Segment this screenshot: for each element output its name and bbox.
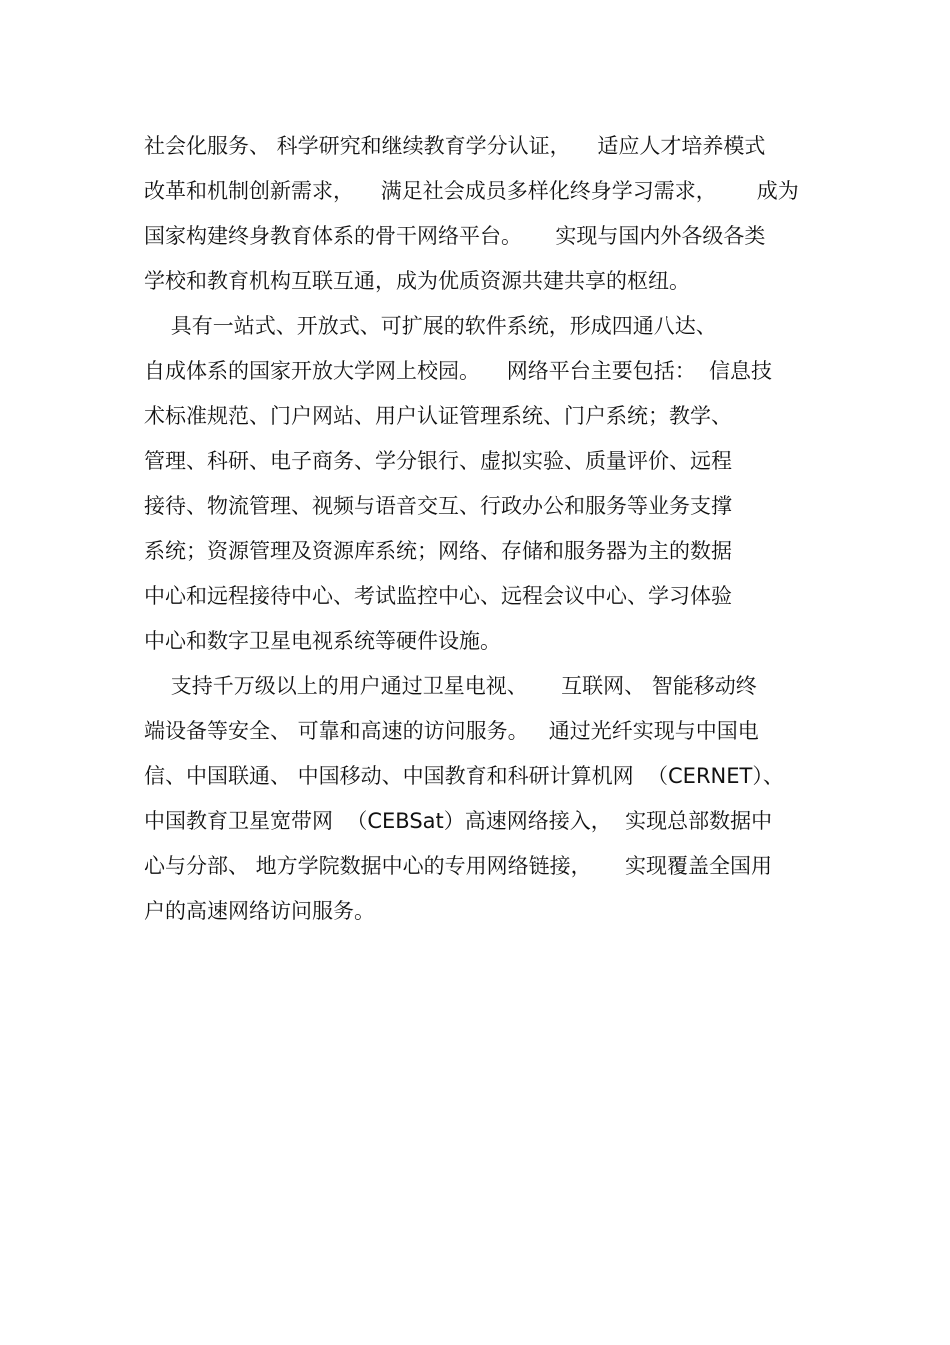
paragraph-2-line-3: 术标准规范、门户网站、用户认证管理系统、门户系统；教学、 — [144, 404, 732, 428]
paragraph-1-line-2: 改革和机制创新需求， 满足社会成员多样化终身学习需求， 成为 — [144, 179, 799, 203]
paragraph-2-line-7: 中心和远程接待中心、考试监控中心、远程会议中心、学习体验 — [144, 584, 732, 608]
paragraph-2-line-6: 系统；资源管理及资源库系统；网络、存储和服务器为主的数据 — [144, 539, 732, 563]
paragraph-1-line-4: 学校和教育机构互联互通，成为优质资源共建共享的枢纽。 — [144, 269, 690, 293]
paragraph-2-line-5: 接待、物流管理、视频与语音交互、行政办公和服务等业务支撑 — [144, 494, 732, 518]
paragraph-3-line-4: 中国教育卫星宽带网 （CEBSat）高速网络接入， 实现总部数据中 — [144, 809, 773, 833]
paragraph-3-line-5: 心与分部、 地方学院数据中心的专用网络链接， 实现覆盖全国用 — [144, 854, 773, 878]
paragraph-2-line-1: 具有一站式、开放式、可扩展的软件系统，形成四通八达、 — [144, 314, 717, 338]
paragraph-3-line-1: 支持千万级以上的用户通过卫星电视、 互联网、 智能移动终 — [144, 674, 757, 698]
paragraph-1-line-1: 社会化服务、 科学研究和继续教育学分认证， 适应人才培养模式 — [144, 134, 766, 158]
paragraph-2-line-2: 自成体系的国家开放大学网上校园。 网络平台主要包括： 信息技 — [144, 359, 773, 383]
paragraph-2-line-8: 中心和数字卫星电视系统等硬件设施。 — [144, 629, 501, 653]
paragraph-3-line-3: 信、中国联通、 中国移动、中国教育和科研计算机网 （CERNET）、 — [144, 764, 784, 788]
paragraph-2-line-4: 管理、科研、电子商务、学分银行、虚拟实验、质量评价、远程 — [144, 449, 732, 473]
paragraph-1-line-3: 国家构建终身教育体系的骨干网络平台。 实现与国内外各级各类 — [144, 224, 766, 248]
paragraph-3-line-2: 端设备等安全、 可靠和高速的访问服务。 通过光纤实现与中国电 — [144, 719, 759, 743]
paragraph-3-line-6: 户的高速网络访问服务。 — [144, 899, 375, 923]
